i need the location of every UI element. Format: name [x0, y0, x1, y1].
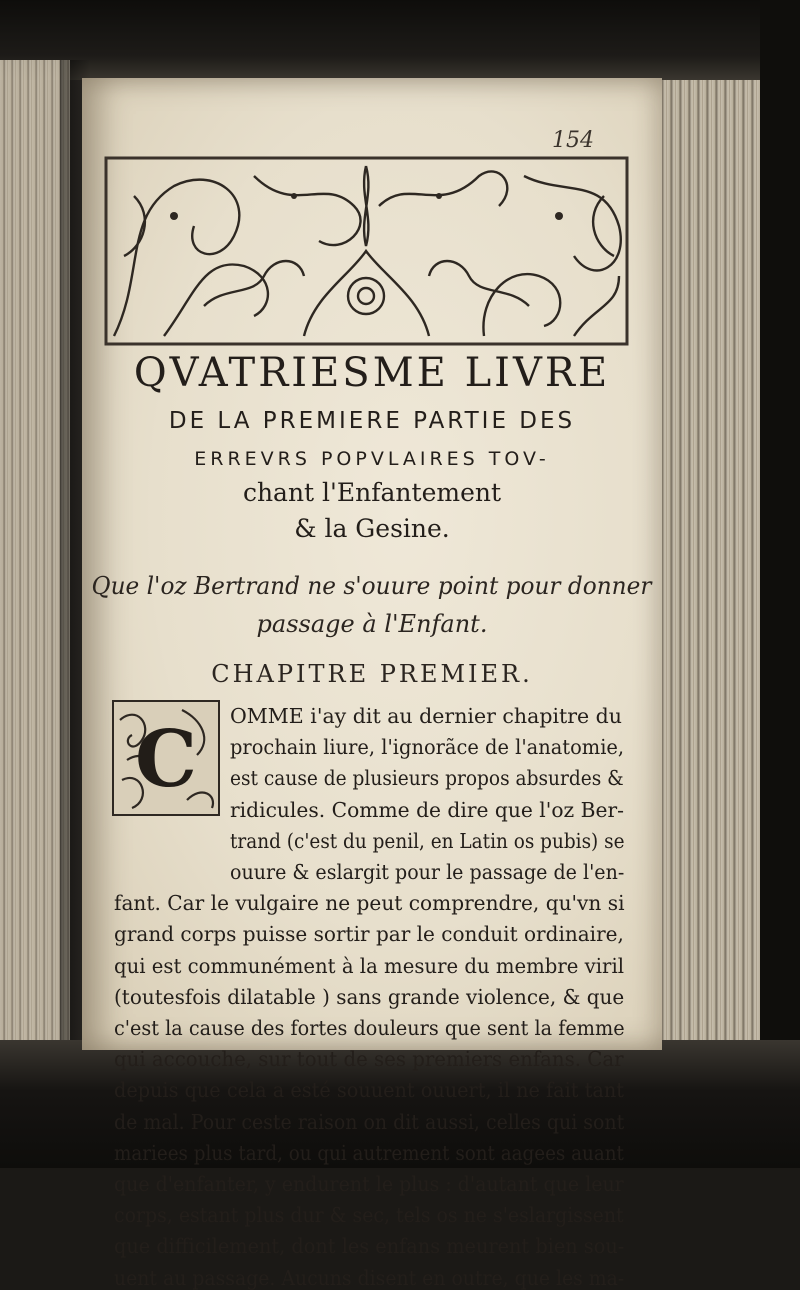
- body-line: corps, estant plus dur & sec, tels os ne s'eslargissent: [114, 1203, 624, 1228]
- initial-letter: C: [134, 714, 198, 805]
- body-line: depuis que cela a esté souuent ouuert, il ne fait tant: [114, 1078, 625, 1103]
- body-line: ouure & eslargit pour le passage de l'en-: [230, 860, 625, 884]
- decorated-initial: [112, 700, 220, 816]
- body-line: que difficilement, dont les enfans meurent bien sou-: [114, 1234, 625, 1259]
- body-line: uent au passage. Aucuns disent en outre, que les ma-: [114, 1265, 625, 1290]
- body-line: qui est communément à la mesure du membre viril: [114, 953, 625, 978]
- body-line: qui accouche, sur tout de ses premiers enfans. Car: [114, 1047, 624, 1072]
- title-subline-1: DE LA PREMIERE PARTIE DES: [168, 408, 576, 434]
- body-line: OMME i'ay dit au dernier chapitre du: [230, 704, 623, 728]
- body-line: que d'enfanter, y endurent le plus : d'autant que leur: [114, 1172, 624, 1196]
- body-line: prochain liure, l'ignorãce de l'anatomie,: [230, 735, 625, 760]
- chapter-summary-line-1: Que l'oz Bertrand ne s'ouure point pour donner: [92, 572, 652, 600]
- book-page: [82, 78, 662, 1290]
- background-right: [760, 0, 800, 1168]
- page-number: 154: [552, 128, 594, 153]
- body-line: est cause de plusieurs propos absurdes &: [230, 766, 624, 791]
- chapter-summary-line-2: passage à l'Enfant.: [256, 610, 488, 638]
- body-line: de mal. Pour ceste raison on dit aussi, celles qui sont: [114, 1109, 625, 1134]
- body-line: trand (c'est du penil, en Latin os pubis) se: [230, 828, 625, 853]
- body-line: ridicules. Comme de dire que l'oz Ber-: [230, 797, 624, 822]
- body-line: mariees plus tard, ou qui autrement sont aagees auant: [114, 1140, 624, 1165]
- title-subline-3: chant l'Enfantement: [242, 478, 502, 507]
- title-subline-4: & la Gesine.: [294, 514, 450, 543]
- book-title: QVATRIESME LIVRE: [133, 350, 611, 396]
- body-line: fant. Car le vulgaire ne peut comprendre, qu'vn si: [114, 891, 625, 916]
- body-line: (toutesfois dilatable ) sans grande violence, & que: [114, 984, 625, 1009]
- background-top: [0, 0, 800, 80]
- ornamental-headpiece: [104, 156, 629, 346]
- title-subline-2: ERREVRS POPVLAIRES TOV-: [194, 448, 550, 470]
- chapter-heading: CHAPITRE PREMIER.: [211, 660, 533, 688]
- body-line: grand corps puisse sortir par le conduit ordinaire,: [114, 922, 624, 947]
- body-line: c'est la cause des fortes douleurs que sent la femme: [114, 1016, 625, 1040]
